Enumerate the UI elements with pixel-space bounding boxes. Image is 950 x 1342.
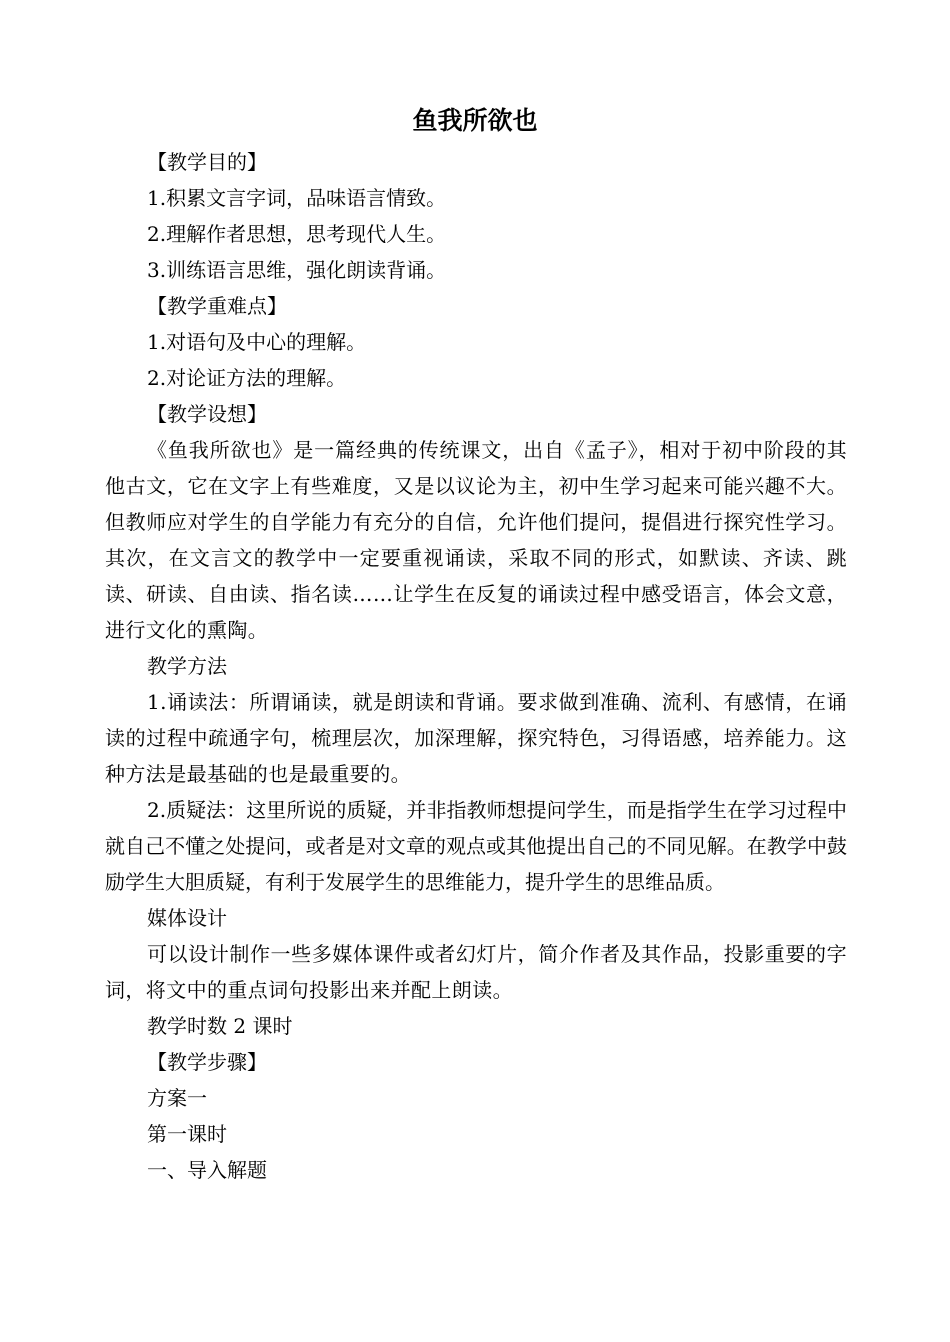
section-heading-objectives: 【教学目的】 <box>147 150 267 174</box>
objective-item-3: 3.训练语言思维，强化朗读背诵。 <box>147 258 447 282</box>
class-hours-line: 教学时数 2 课时 <box>147 1014 293 1038</box>
method-paragraph-2: 2.质疑法：这里所说的质疑，并非指教师想提问学生，而是指学生在学习过程中就自己不懂之处提问，或者是对文章的观点或其他提出自己的不同见解。在教学中鼓励学生大胆质疑，有利于发展学生的思维能力，提升学生的思维品质。 <box>105 798 847 894</box>
media-paragraph: 可以设计制作一些多媒体课件或者幻灯片，简介作者及其作品，投影重要的字词，将文中的重点词句投影出来并配上朗读。 <box>105 942 847 1002</box>
section-heading-media: 媒体设计 <box>147 906 227 930</box>
method-paragraph-1: 1.诵读法：所谓诵读，就是朗读和背诵。要求做到准确、流利、有感情，在诵读的过程中疏通字句，梳理层次，加深理解，探究特色，习得语感，培养能力。这种方法是最基础的也是最重要的。 <box>105 690 847 786</box>
lesson-heading: 第一课时 <box>147 1122 227 1146</box>
step-heading-intro: 一、导入解题 <box>147 1158 267 1182</box>
design-idea-paragraph: 《鱼我所欲也》是一篇经典的传统课文，出自《孟子》，相对于初中阶段的其他古文，它在文字上有些难度，又是以议论为主，初中生学习起来可能兴趣不大。但教师应对学生的自学能力有充分的自信，允许他们提问，提倡进行探究性学习。其次，在文言文的教学中一定要重视诵读，采取不同的形式，如默读、齐读、跳读、研读、自由读、指名读……让学生在反复的诵读过程中感受语言，体会文意，进行文化的熏陶。 <box>105 438 847 642</box>
plan-heading: 方案一 <box>147 1086 207 1110</box>
objective-item-1: 1.积累文言字词，品味语言情致。 <box>147 186 447 210</box>
section-heading-methods: 教学方法 <box>147 654 227 678</box>
section-heading-design-idea: 【教学设想】 <box>147 402 267 426</box>
key-point-item-2: 2.对论证方法的理解。 <box>147 366 347 390</box>
document-title: 鱼我所欲也 <box>412 106 538 135</box>
section-heading-steps: 【教学步骤】 <box>147 1050 267 1074</box>
objective-item-2: 2.理解作者思想，思考现代人生。 <box>147 222 447 246</box>
document-body <box>105 144 847 1188</box>
section-heading-key-points: 【教学重难点】 <box>147 294 287 318</box>
key-point-item-1: 1.对语句及中心的理解。 <box>147 330 367 354</box>
